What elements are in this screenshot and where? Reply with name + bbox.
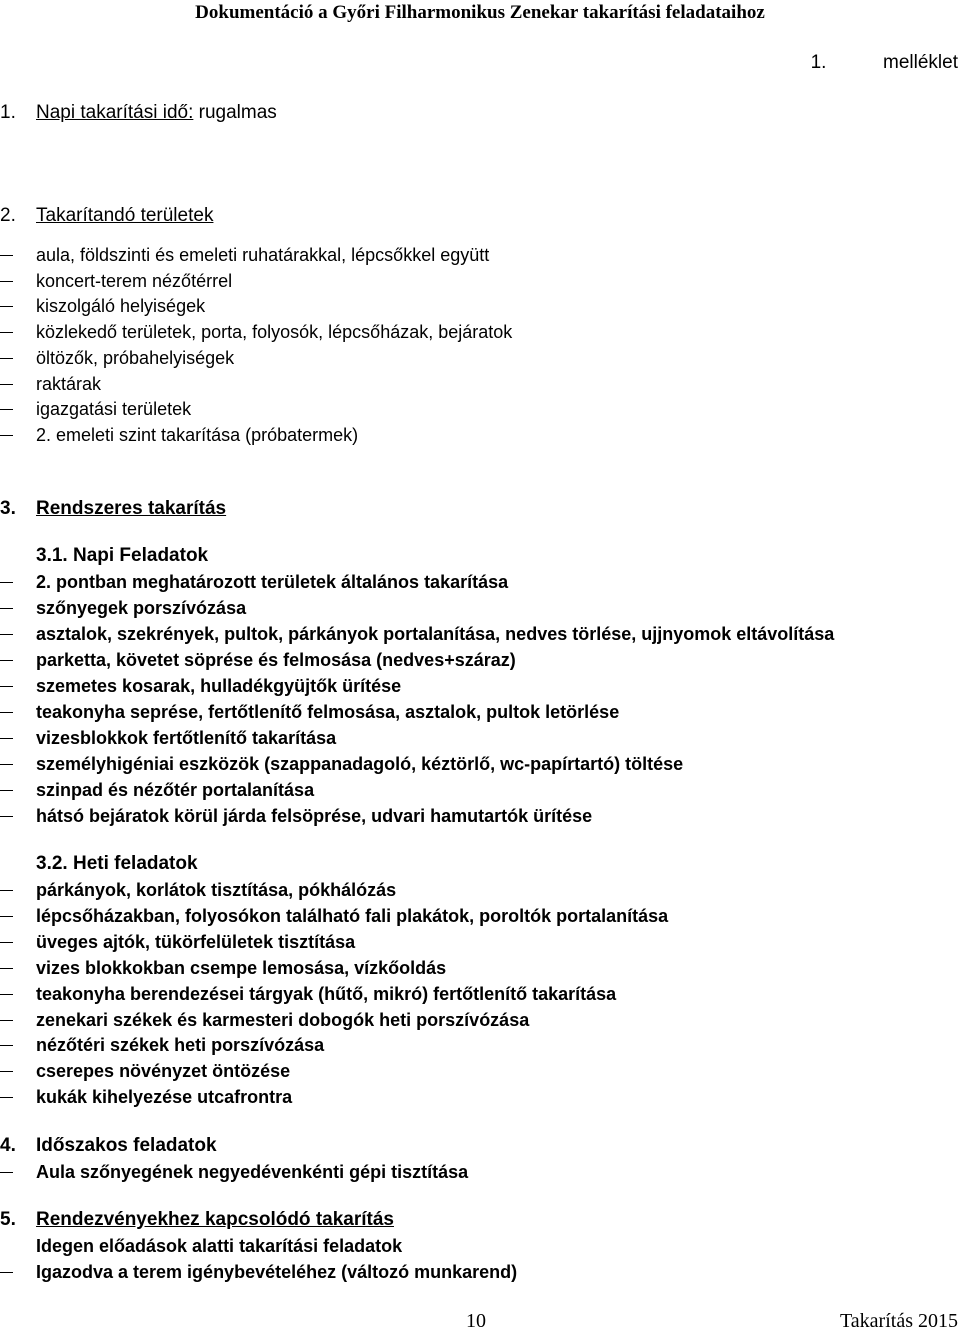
section-4-title: Időszakos feladatok [36,1135,217,1156]
document-header: Dokumentáció a Győri Filharmonikus Zenekar takarítási feladataihoz [195,2,765,23]
area-list-item: közlekedő területek, porta, folyosók, lépcsőházak, bejáratok [36,322,513,343]
area-list-item: igazgatási területek [36,399,192,420]
section-1-title: Napi takarítási idő: [36,102,194,123]
dash-bullet [0,281,13,282]
dash-bullet [0,332,13,333]
daily-task-item: szinpad és nézőtér portalanítása [36,780,315,800]
section-1-number: 1. [0,102,16,123]
footer-page-number: 10 [466,1310,486,1332]
dash-bullet [0,1172,13,1173]
weekly-task-item: teakonyha berendezései tárgyak (hűtő, mikró) fertőtlenítő takarítása [36,983,617,1004]
dash-bullet [0,384,13,385]
weekly-task-item: lépcsőházakban, folyosókon található fali plakátok, poroltók portalanítása [36,905,669,926]
daily-task-item: személyhigéniai eszközök (szappanadagoló, kéztörlő, wc-papírtartó) töltése [36,754,684,774]
section-4-number: 4. [0,1135,16,1156]
dash-bullet [0,1020,13,1021]
area-list-item: aula, földszinti és emeleti ruhatárakkal, lépcsőkkel együtt [36,245,490,265]
dash-bullet [0,916,13,917]
section-2-title: Takarítandó területek [36,205,214,226]
section-3-heading [0,497,226,521]
section-1-heading [0,101,277,125]
dash-bullet [0,1097,13,1098]
dash-bullet [0,660,13,661]
dash-bullet [0,1045,13,1046]
section-5-intro: Idegen előadások alatti takarítási feladatok [36,1236,403,1256]
area-list-item: 2. emeleti szint takarítása (próbatermek) [36,424,359,445]
weekly-task-item: cserepes növényzet öntözése [36,1061,291,1082]
section-3-number: 3. [0,498,16,519]
subsection-3-1-title: 3.1. Napi Feladatok [36,545,209,566]
section-2-heading [0,204,213,228]
dash-bullet [0,255,13,256]
dash-bullet [0,435,13,436]
weekly-task-item: üveges ajtók, tükörfelületek tisztítása [36,931,356,952]
daily-task-item: szőnyegek porszívózása [36,598,247,618]
section-3-title: Rendszeres takarítás [36,498,227,519]
weekly-task-item: nézőtéri székek heti porszívózása [36,1035,325,1056]
area-list-item: koncert-terem nézőtérrel [36,270,233,291]
dash-bullet [0,942,13,943]
dash-bullet [0,790,13,791]
dash-bullet [0,634,13,635]
area-list-item: öltözők, próbahelyiségek [36,347,235,368]
dash-bullet [0,686,13,687]
dash-bullet [0,890,13,891]
dash-bullet [0,994,13,995]
weekly-task-item: zenekari székek és karmesteri dobogók heti porszívózása [36,1009,530,1030]
dash-bullet [0,738,13,739]
section-5-heading [0,1208,394,1232]
section-1-value: rugalmas [193,102,277,123]
section-2-number: 2. [0,205,16,226]
section-4-heading [0,1134,217,1158]
daily-task-item: hátsó bejáratok körül járda felsöprése, udvari hamutartók ürítése [36,806,593,826]
dash-bullet [0,358,13,359]
weekly-task-item: vizes blokkokban csempe lemosása, vízkőoldás [36,957,447,978]
dash-bullet [0,764,13,765]
annex-number: 1. [810,52,827,73]
dash-bullet [0,712,13,713]
dash-bullet [0,968,13,969]
daily-task-item: asztalok, szekrények, pultok, párkányok portalanítása, nedves törlése, ujjnyomok eltávolítása [36,624,835,644]
periodic-task-item: Aula szőnyegének negyedévenkénti gépi tisztítása [36,1162,469,1182]
area-list-item: kiszolgáló helyiségek [36,296,206,317]
dash-bullet [0,306,13,307]
daily-task-item: vizesblokkok fertőtlenítő takarítása [36,728,337,748]
weekly-task-item: párkányok, korlátok tisztítása, pókhálózás [36,880,397,900]
daily-task-item: parketta, követet söprése és felmosása (nedves+száraz) [36,650,516,670]
area-list-item: raktárak [36,373,102,394]
daily-task-item: szemetes kosarak, hulladékgyüjtők ürítése [36,676,402,696]
annex-label [811,52,958,74]
dash-bullet [0,582,13,583]
annex-text: melléklet [883,52,958,73]
section-5-title: Rendezvényekhez kapcsolódó takarítás [36,1209,394,1230]
dash-bullet [0,1071,13,1072]
dash-bullet [0,1272,13,1273]
footer-title: Takarítás 2015 [839,1310,958,1332]
dash-bullet [0,816,13,817]
daily-task-item: 2. pontban meghatározott területek általános takarítása [36,572,509,592]
event-task-item: Igazodva a terem igénybevételéhez (változó munkarend) [36,1262,518,1282]
dash-bullet [0,608,13,609]
section-5-number: 5. [0,1209,16,1230]
daily-task-item: teakonyha seprése, fertőtlenítő felmosása, asztalok, pultok letörlése [36,702,620,722]
weekly-task-item: kukák kihelyezése utcafrontra [36,1087,293,1108]
dash-bullet [0,409,13,410]
subsection-3-2-title: 3.2. Heti feladatok [36,853,198,874]
